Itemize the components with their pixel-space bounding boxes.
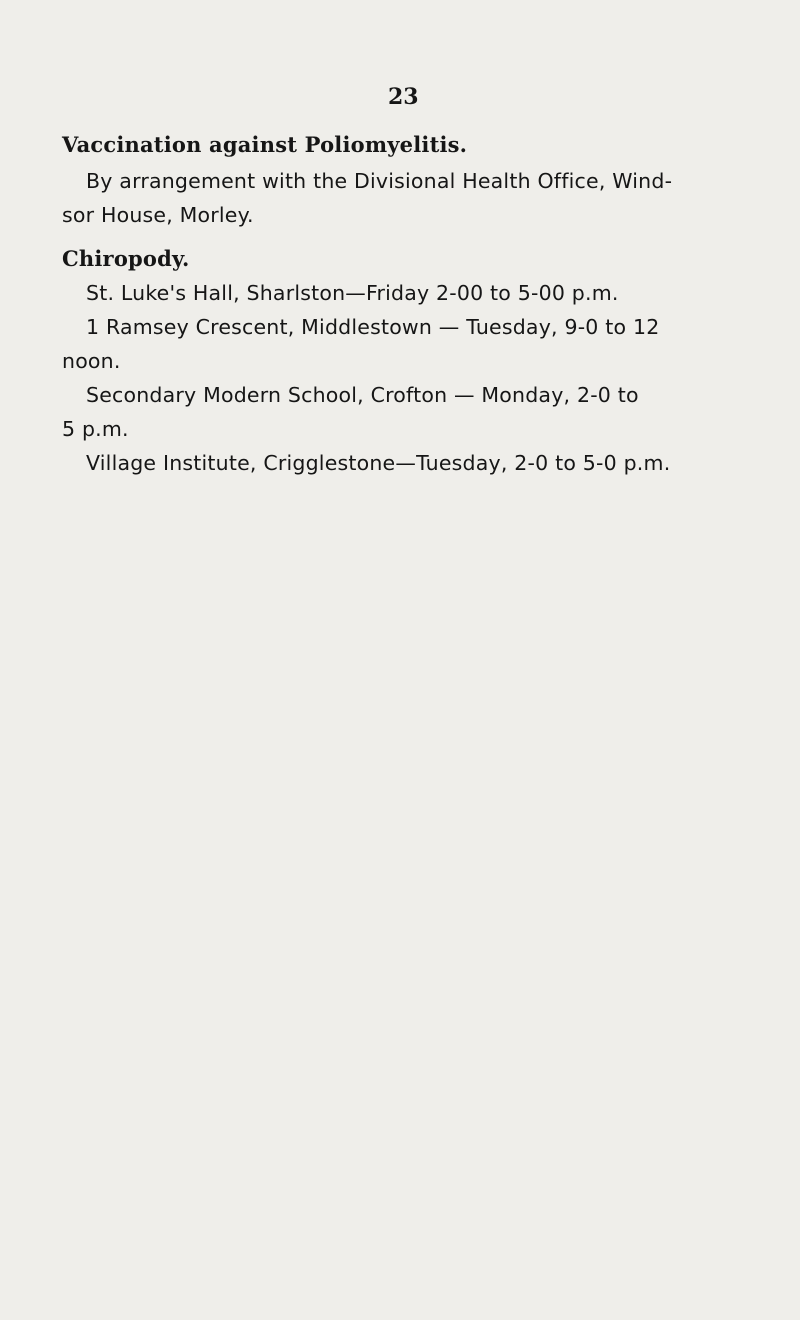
section-heading-vaccination: Vaccination against Poliomyelitis. [62,132,468,157]
vaccination-line: sor House, Morley. [62,203,254,227]
page-number: 23 [388,84,419,110]
chiropody-line: noon. [62,349,121,373]
section-heading-chiropody: Chiropody. [62,246,190,271]
chiropody-line: Village Institute, Crigglestone—Tuesday, 2-0 to 5-0 p.m. [86,451,671,475]
chiropody-line: Secondary Modern School, Crofton — Monday, 2-0 to [86,383,639,407]
vaccination-paragraph [62,164,746,232]
chiropody-list [62,276,746,480]
chiropody-line: 1 Ramsey Crescent, Middlestown — Tuesday, 9-0 to 12 [86,315,660,339]
chiropody-line: St. Luke's Hall, Sharlston—Friday 2-00 to 5-00 p.m. [86,281,619,305]
chiropody-line: 5 p.m. [62,417,129,441]
vaccination-line: By arrangement with the Divisional Health Office, Wind- [86,169,673,193]
